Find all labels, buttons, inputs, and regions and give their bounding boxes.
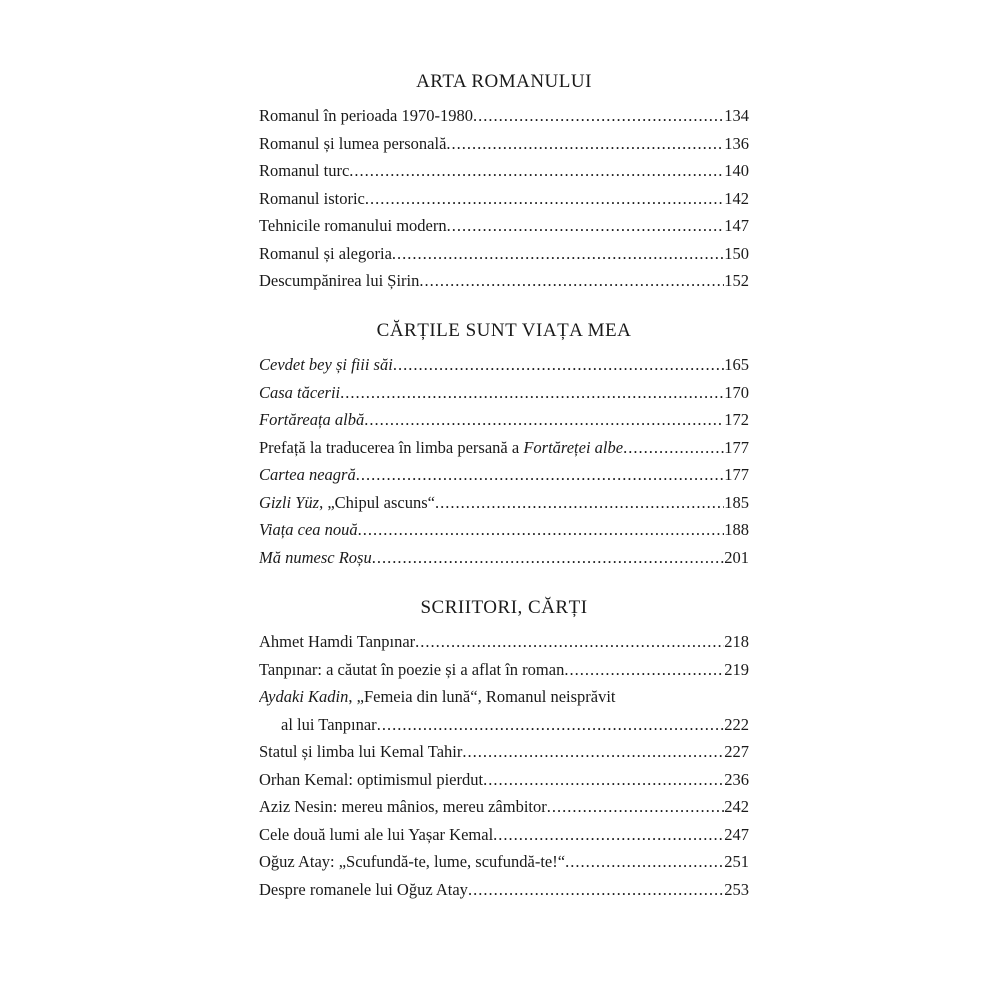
entry-title-segment: Descumpănirea lui Șirin <box>259 271 420 290</box>
entry-title <box>259 793 547 821</box>
entry-title-segment: , „Femeia din lună“, Romanul neisprăvit <box>348 687 616 706</box>
entry-title-segment: Fortăreței albe <box>523 437 624 457</box>
page-number: 170 <box>724 382 749 402</box>
entry-title-continuation: al lui Tanpınar <box>281 714 377 734</box>
section-title: SCRIITORI, CĂRȚI <box>420 597 588 618</box>
dot-leader <box>564 656 724 684</box>
toc-entry <box>259 489 749 517</box>
dot-leader <box>447 212 725 240</box>
dot-leader <box>356 461 725 489</box>
toc-entry <box>259 516 749 544</box>
entry-title-segment: Cele două lumi ale lui Yașar Kemal <box>259 824 494 844</box>
entry-title-segment: Aydaki Kadin <box>259 687 349 706</box>
toc-entry <box>259 461 749 489</box>
page-number: 219 <box>724 659 749 679</box>
toc-entry <box>259 738 749 766</box>
dot-leader <box>358 516 725 544</box>
dot-leader <box>349 157 724 185</box>
entry-title <box>259 267 419 295</box>
entry-title <box>259 212 447 240</box>
dot-leader <box>340 379 724 407</box>
toc-list <box>259 628 749 903</box>
dot-leader <box>372 544 725 572</box>
toc-entry <box>259 102 749 130</box>
page-number: 188 <box>724 520 749 539</box>
entry-title <box>259 379 340 407</box>
entry-title <box>259 821 493 849</box>
entry-title-segment: Gizli Yüz <box>259 492 320 512</box>
toc-list <box>259 351 749 571</box>
toc-entry <box>259 379 749 407</box>
toc-entry <box>259 683 749 738</box>
dot-leader <box>446 130 724 158</box>
dot-leader <box>473 102 724 130</box>
toc-entry <box>259 848 749 876</box>
entry-title-segment: Fortăreața albă <box>259 410 365 429</box>
page-number: 140 <box>724 161 749 180</box>
entry-title-segment: Despre romanele lui Oğuz Atay <box>259 879 468 899</box>
dot-leader <box>468 876 724 904</box>
toc-entry <box>259 821 749 849</box>
page-number: 218 <box>724 632 749 651</box>
entry-title-segment: Cartea neagră <box>259 465 356 484</box>
page-number: 172 <box>724 410 749 429</box>
dot-leader <box>565 848 724 876</box>
toc-entry <box>259 406 749 434</box>
entry-title <box>259 516 358 544</box>
entry-title <box>259 434 623 462</box>
entry-title <box>259 157 349 185</box>
toc-entry <box>259 267 749 295</box>
page-number: 247 <box>724 824 749 844</box>
dot-leader <box>547 793 725 821</box>
entry-first-line <box>259 683 749 711</box>
page-number: 227 <box>724 742 749 761</box>
dot-leader <box>419 267 724 295</box>
toc-entry <box>259 656 749 684</box>
entry-title <box>259 683 616 711</box>
entry-title-segment: Romanul și lumea personală <box>259 133 447 153</box>
toc-entry <box>259 876 749 904</box>
entry-title <box>259 738 462 766</box>
entry-title <box>259 461 356 489</box>
dot-leader <box>462 738 724 766</box>
dot-leader <box>415 628 724 656</box>
entry-title <box>259 766 483 794</box>
entry-title-segment: Casa tăcerii <box>259 382 341 402</box>
page-number: 142 <box>724 188 749 208</box>
toc-entry <box>259 185 749 213</box>
entry-title-segment: Tehnicile romanului modern <box>259 216 447 235</box>
entry-title <box>259 656 564 684</box>
toc-entry <box>259 351 749 379</box>
table-of-contents-page <box>259 0 749 1000</box>
page-number: 152 <box>724 271 749 290</box>
toc-entry <box>259 628 749 656</box>
page-number: 201 <box>724 547 749 567</box>
dot-leader <box>483 766 724 794</box>
entry-title-segment: Tanpınar: a căutat în poezie și a aflat în roman <box>259 659 565 679</box>
dot-leader <box>435 489 724 517</box>
dot-leader <box>493 821 724 849</box>
toc-entry <box>259 766 749 794</box>
entry-title-segment: Prefață la traducerea în limba persană a <box>259 437 524 457</box>
page-number: 147 <box>724 216 749 235</box>
entry-title <box>259 240 392 268</box>
entry-title-segment: Romanul în perioada 1970-1980 <box>259 106 474 125</box>
entry-title-segment: Statul și limba lui Kemal Tahir <box>259 742 463 761</box>
dot-leader <box>377 711 725 739</box>
entry-title-segment: Romanul și alegoria <box>259 243 392 263</box>
toc-entry <box>259 544 749 572</box>
page-number: 185 <box>724 492 749 512</box>
dot-leader <box>365 185 724 213</box>
entry-title <box>259 489 435 517</box>
entry-title-segment: Romanul istoric <box>259 188 365 208</box>
section-title: ARTA ROMANULUI <box>416 71 592 92</box>
toc-section <box>259 594 749 903</box>
entry-title-segment: Aziz Nesin: mereu mânios, mereu zâmbitor <box>259 797 547 816</box>
page-number: 253 <box>724 879 749 899</box>
entry-title-segment: Oğuz Atay: „Scufundă-te, lume, scufundă-te!“ <box>259 852 566 871</box>
toc-entry <box>259 793 749 821</box>
page-number: 251 <box>724 852 749 871</box>
page-number: 222 <box>724 714 749 734</box>
page-number: 134 <box>724 106 749 125</box>
entry-title <box>259 848 565 876</box>
entry-title-segment: Viața cea nouă <box>259 520 358 539</box>
toc-entry <box>259 212 749 240</box>
entry-title <box>259 185 365 213</box>
entry-title-segment: Cevdet bey și fiii săi <box>259 355 393 374</box>
toc-list <box>259 102 749 295</box>
toc-section <box>259 317 749 571</box>
toc-entry <box>259 130 749 158</box>
toc-entry <box>259 157 749 185</box>
entry-title-segment: , „Chipul ascuns“ <box>319 492 435 512</box>
toc-section <box>259 68 749 295</box>
entry-title <box>259 102 473 130</box>
page-number: 177 <box>724 437 749 457</box>
entry-title <box>259 130 446 158</box>
entry-title-segment: Orhan Kemal: optimismul pierdut <box>259 769 484 789</box>
entry-title-segment: Mă numesc Roșu <box>259 547 372 567</box>
entry-title <box>259 351 393 379</box>
toc-entry <box>259 240 749 268</box>
entry-title <box>259 876 468 904</box>
entry-title-segment: Romanul turc <box>259 161 350 180</box>
page-number: 242 <box>724 797 749 816</box>
dot-leader <box>364 406 724 434</box>
entry-second-line <box>259 711 749 739</box>
toc-entry <box>259 434 749 462</box>
entry-title <box>259 544 372 572</box>
dot-leader <box>393 351 724 379</box>
page-number: 177 <box>724 465 749 484</box>
dot-leader <box>623 434 724 462</box>
entry-title-segment: Ahmet Hamdi Tanpınar <box>259 632 416 651</box>
page-number: 150 <box>724 243 749 263</box>
entry-title <box>259 628 415 656</box>
entry-title <box>259 406 364 434</box>
section-title: CĂRȚILE SUNT VIAȚA MEA <box>376 320 632 341</box>
dot-leader <box>392 240 724 268</box>
page-number: 236 <box>724 769 749 789</box>
page-number: 136 <box>724 133 749 153</box>
page-number: 165 <box>724 355 749 374</box>
